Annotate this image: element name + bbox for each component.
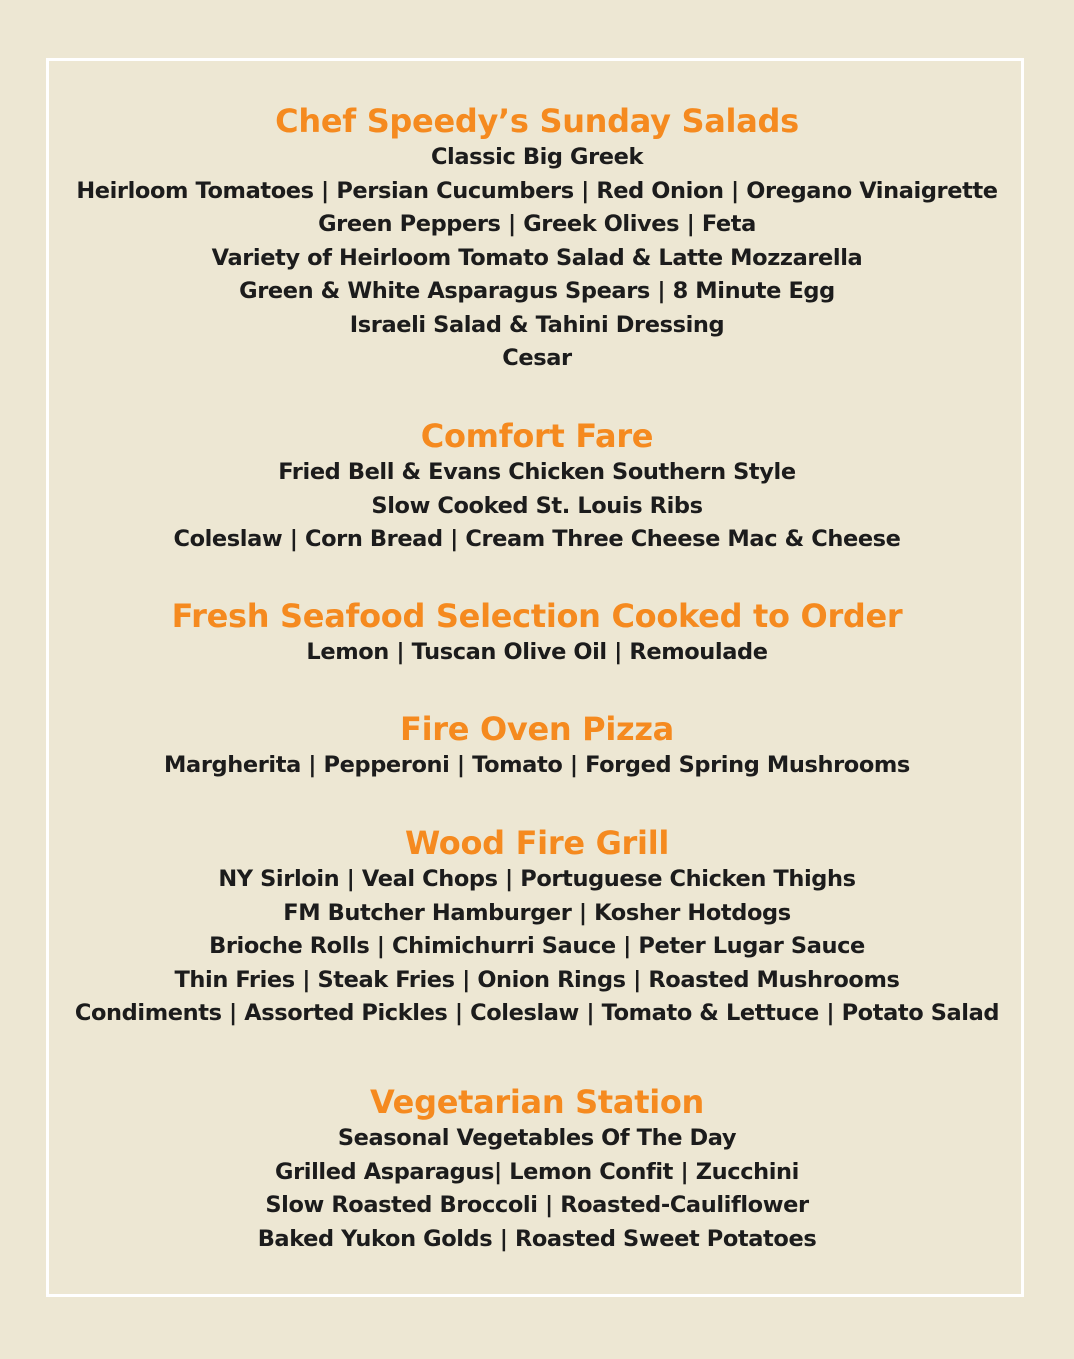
menu-item: FM Butcher Hamburger | Kosher Hotdogs: [283, 899, 791, 926]
menu-item: Slow Cooked St. Louis Ribs: [371, 492, 703, 519]
section-salads: [0, 101, 1074, 376]
menu-item: Lemon | Tuscan Olive Oil | Remoulade: [306, 639, 768, 665]
section-title: Chef Speedy’s Sunday Salads: [275, 102, 799, 140]
menu-item: Heirloom Tomatoes | Persian Cucumbers | Red Onion | Oregano Vinaigrette: [76, 177, 998, 204]
section-title: Fresh Seafood Selection Cooked to Order: [171, 597, 903, 635]
menu-item: Seasonal Vegetables Of The Day: [337, 1125, 737, 1151]
menu-item: Slow Roasted Broccoli | Roasted-Cauliflower: [265, 1192, 809, 1218]
section-vegetarian: [0, 1082, 1074, 1256]
menu-item: Baked Yukon Golds | Roasted Sweet Potatoes: [257, 1225, 817, 1252]
menu-item: Classic Big Greek: [430, 144, 644, 170]
section-pizza: [0, 709, 1074, 783]
section-seafood: [0, 596, 1074, 670]
section-title: Comfort Fare: [420, 417, 654, 455]
menu-item: Margherita | Pepperoni | Tomato | Forged Spring Mushrooms: [164, 752, 910, 778]
menu-item: Cesar: [502, 345, 572, 371]
section-grill: [0, 823, 1074, 1031]
menu-item: Fried Bell & Evans Chicken Southern Style: [278, 459, 796, 485]
section-title: Vegetarian Station: [369, 1083, 705, 1121]
menu-item: Green & White Asparagus Spears | 8 Minute Egg: [239, 278, 835, 304]
menu-item: Variety of Heirloom Tomato Salad & Latte Mozzarella: [211, 244, 863, 271]
menu-item: Israeli Salad & Tahini Dressing: [349, 311, 725, 338]
section-comfort-fare: [0, 416, 1074, 557]
menu-item: Coleslaw | Corn Bread | Cream Three Cheese Mac & Cheese: [173, 526, 901, 552]
section-title: Wood Fire Grill: [404, 824, 670, 862]
menu-item: Grilled Asparagus| Lemon Confit | Zucchini: [275, 1158, 799, 1185]
menu-item: Green Peppers | Greek Olives | Feta: [318, 211, 756, 237]
menu-item: NY Sirloin | Veal Chops | Portuguese Chicken Thighs: [218, 866, 856, 892]
menu-item: Thin Fries | Steak Fries | Onion Rings | Roasted Mushrooms: [174, 966, 900, 993]
section-title: Fire Oven Pizza: [400, 710, 674, 748]
menu-item: Brioche Rolls | Chimichurri Sauce | Peter Lugar Sauce: [209, 933, 865, 959]
menu-item: Condiments | Assorted Pickles | Coleslaw | Tomato & Lettuce | Potato Salad: [74, 1000, 1000, 1026]
